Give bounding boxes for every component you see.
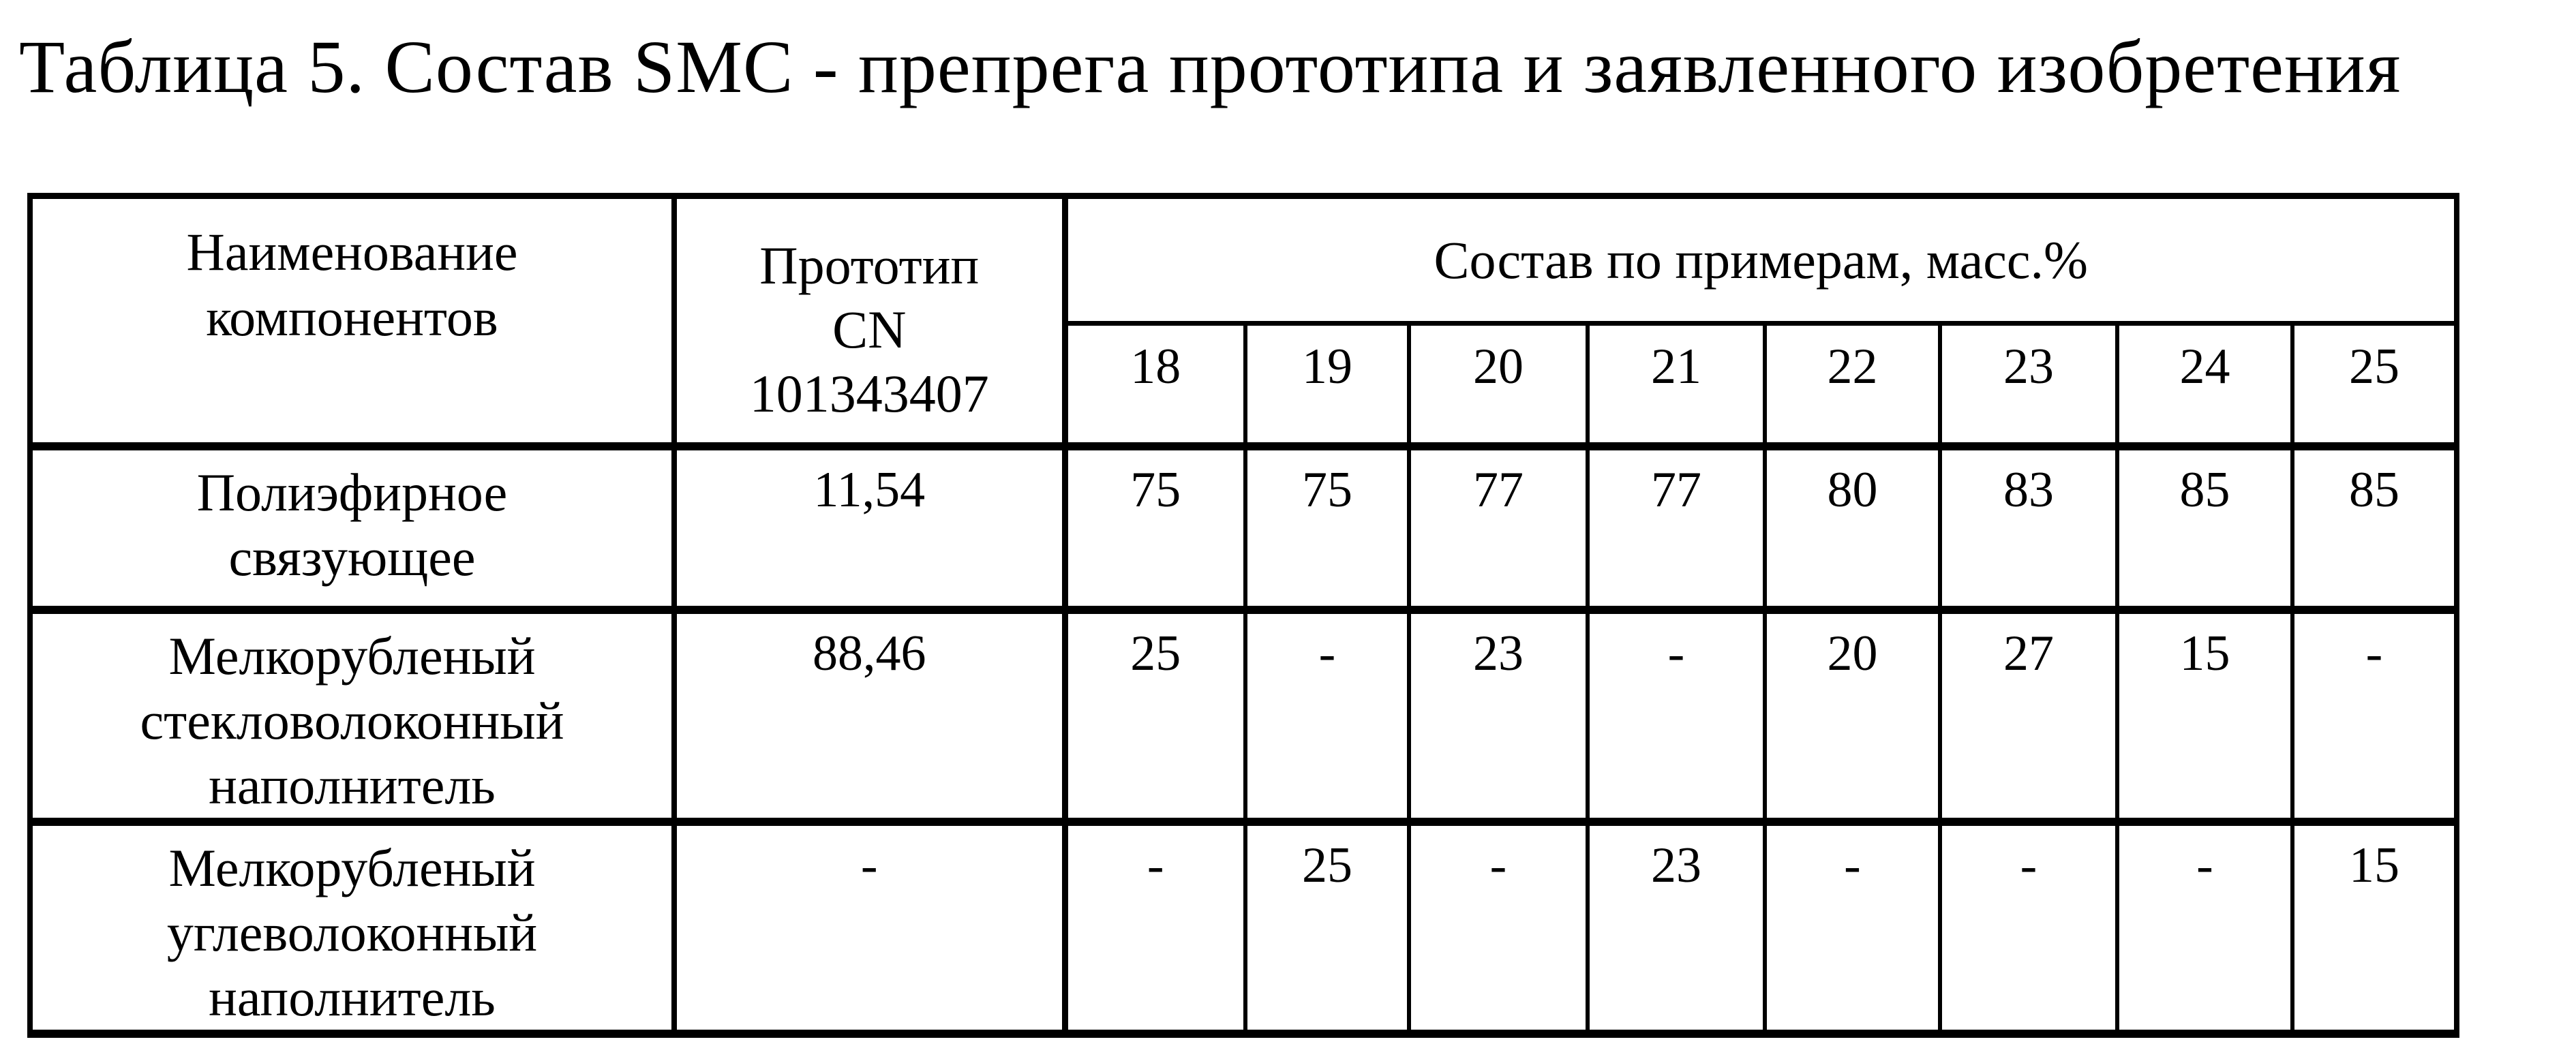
value-cell: 27: [1940, 610, 2117, 822]
value-cell: 85: [2117, 446, 2292, 610]
value-cell: -: [1765, 822, 1940, 1034]
value-cell: 77: [1409, 446, 1588, 610]
text-line: компонентов: [206, 288, 498, 347]
header-example-23: 23: [1940, 324, 2117, 446]
text-line: наполнитель: [209, 967, 496, 1027]
text-line: стекловолоконный: [140, 690, 564, 750]
prototype-value-cell: -: [674, 822, 1065, 1034]
header-example-22: 22: [1765, 324, 1940, 446]
text-line: Мелкорубленый: [168, 626, 536, 686]
value-cell: 83: [1940, 446, 2117, 610]
value-cell: 75: [1245, 446, 1409, 610]
text-line: CN: [832, 299, 907, 359]
value-cell: 85: [2292, 446, 2457, 610]
value-cell: -: [2292, 610, 2457, 822]
table-caption: Таблица 5. Состав SMC - препрега прототипа и заявленного изобретения: [19, 25, 2401, 108]
component-name-cell: [30, 822, 674, 1034]
text-line: 101343407: [749, 363, 989, 423]
prototype-value-cell: 88,46: [674, 610, 1065, 822]
text-line: Мелкорубленый: [168, 837, 536, 897]
header-example-24: 24: [2117, 324, 2292, 446]
text-line: Прототип: [759, 235, 980, 295]
value-cell: 15: [2292, 822, 2457, 1034]
value-cell: -: [2117, 822, 2292, 1034]
value-cell: 75: [1065, 446, 1245, 610]
value-cell: -: [1409, 822, 1588, 1034]
table-row-glass-fiber-filler: [30, 610, 2457, 822]
text-line: наполнитель: [209, 755, 496, 815]
value-cell: 23: [1409, 610, 1588, 822]
value-cell: -: [1065, 822, 1245, 1034]
value-cell: 25: [1065, 610, 1245, 822]
composition-table: [27, 193, 2459, 1038]
value-cell: 77: [1588, 446, 1765, 610]
table-row-carbon-fiber-filler: [30, 822, 2457, 1034]
table-row-polyester-binder: [30, 446, 2457, 610]
value-cell: 80: [1765, 446, 1940, 610]
component-name-cell: [30, 446, 674, 610]
text-line: углеволоконный: [166, 902, 538, 962]
text-line: Полиэфирное: [196, 462, 508, 522]
header-prototype: [674, 196, 1065, 446]
prototype-value-cell: 11,54: [674, 446, 1065, 610]
value-cell: 23: [1588, 822, 1765, 1034]
value-cell: 20: [1765, 610, 1940, 822]
text-line: связующее: [228, 527, 476, 587]
header-example-21: 21: [1588, 324, 1765, 446]
value-cell: 15: [2117, 610, 2292, 822]
value-cell: -: [1588, 610, 1765, 822]
header-example-19: 19: [1245, 324, 1409, 446]
text-line: Наименование: [186, 222, 518, 281]
header-composition-by-examples: Состав по примерам, масс.%: [1065, 196, 2457, 324]
header-example-25: 25: [2292, 324, 2457, 446]
header-row-top: [30, 196, 2457, 324]
header-example-20: 20: [1409, 324, 1588, 446]
value-cell: 25: [1245, 822, 1409, 1034]
value-cell: -: [1245, 610, 1409, 822]
component-name-cell: [30, 610, 674, 822]
value-cell: -: [1940, 822, 2117, 1034]
header-example-18: 18: [1065, 324, 1245, 446]
header-components: [30, 196, 674, 446]
